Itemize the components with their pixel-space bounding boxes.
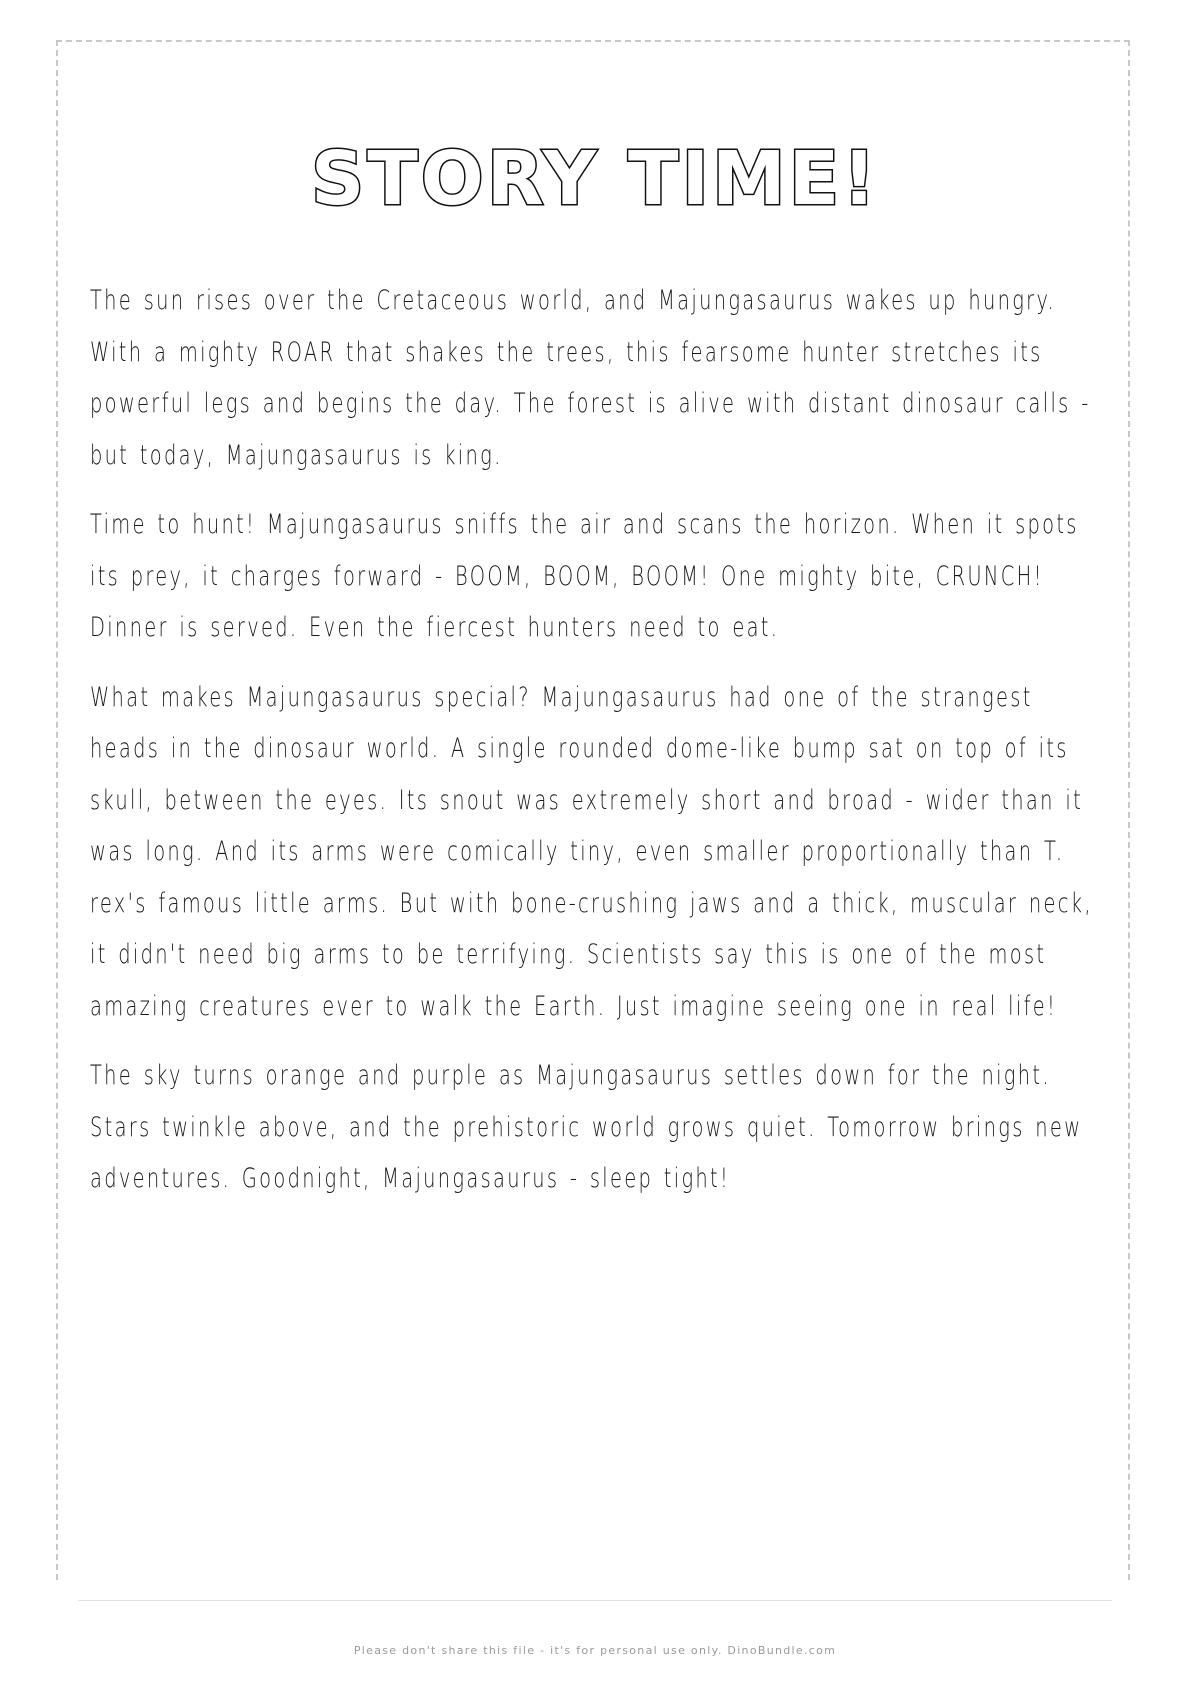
footer-notice: Please don't share this file - it's for personal use only. DinoBundle.com [353,1644,837,1657]
footer-divider [78,1600,1112,1601]
story-paragraph-morning: The sun rises over the Cretaceous world, and Majungasaurus wakes up hungry. With a mighty ROAR that shakes the trees, this fearsome hunter stretches its powerful legs and begins the day. The forest is alive with distant dinosaur calls - but today, Majungasaurus is king. [90,285,1091,471]
page-title: STORY TIME! [311,135,879,222]
story-body [90,275,1100,1223]
story-paragraph-night: The sky turns orange and purple as Majungasaurus settles down for the night. Stars twinkle above, and the prehistoric world grows quiet. Tomorrow brings new adventures. Goodnight, Majungasaurus - sleep tight! [90,1060,1083,1194]
story-paragraph-hunt: Time to hunt! Majungasaurus sniffs the air and scans the horizon. When it spots its prey, it charges forward - BOOM, BOOM, BOOM! One mighty bite, CRUNCH! Dinner is served. Even the fiercest hunters need to eat. [90,509,1079,643]
story-paragraph-special: What makes Majungasaurus special? Majungasaurus had one of the strangest heads in the dinosaur world. A single rounded dome-like bump sat on top of its skull, between the eyes. Its snout was extremely short and broad - wider than it was long. And its arms were comically tiny, even smaller proportionally than T. rex's famous little arms. But with bone-crushing jaws and a thick, muscular neck, it didn't need big arms to be terrifying. Scientists say this is one of the most amazing creatures ever to walk the Earth. Just imagine seeing one in real life! [90,681,1093,1022]
